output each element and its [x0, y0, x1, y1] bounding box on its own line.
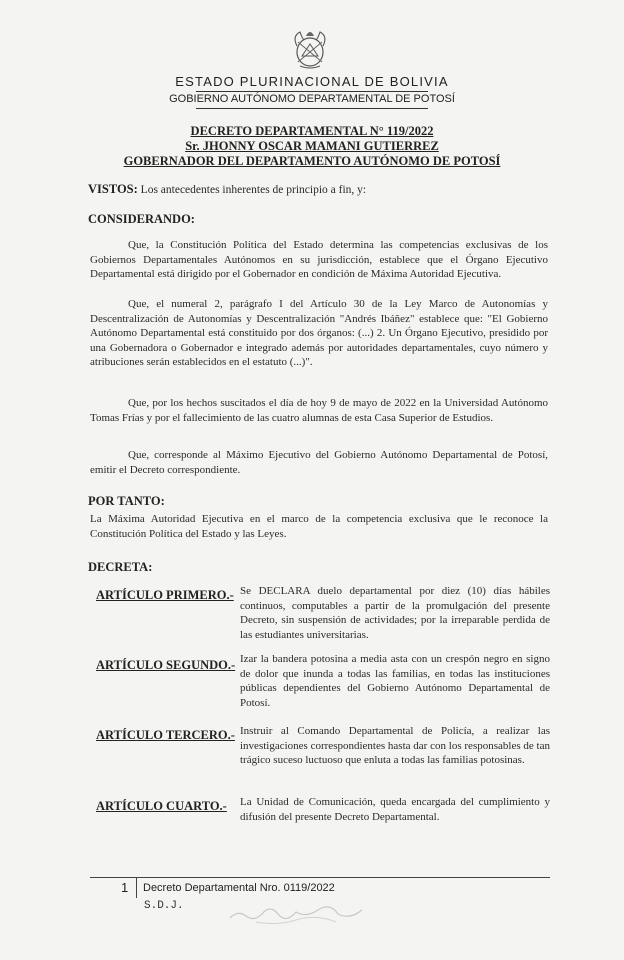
header-divider [196, 91, 428, 92]
considerando-paragraph: Que, la Constitución Política del Estado determina las competencias exclusivas de los Gobiernos Departamentales Autónomos en su jurisdicción, establece que el Órgano Ejecutivo Departamental está dirigido por el Gobernador en condición de Máxima Autoridad Ejecutiva. [90, 239, 548, 280]
por-tanto-label: POR TANTO: [88, 494, 165, 508]
signer-name: Sr. JHONNY OSCAR MAMANI GUTIERREZ [185, 139, 439, 153]
article-text: La Unidad de Comunicación, queda encargada del cumplimiento y difusión del presente Decreto Departamental. [240, 796, 550, 823]
footer-divider [90, 877, 550, 878]
vistos-text: Los antecedentes inherentes de principio a fin, y: [140, 184, 367, 196]
vistos-line [88, 182, 366, 197]
government-header: GOBIERNO AUTÓNOMO DEPARTAMENTAL DE POTOSÍ [169, 93, 455, 105]
considerando-label: CONSIDERANDO: [88, 212, 195, 226]
footer-initials: S.D.J. [144, 900, 184, 912]
article-label: ARTÍCULO PRIMERO.- [96, 588, 234, 602]
decree-number: DECRETO DEPARTAMENTAL N° 119/2022 [190, 124, 434, 138]
considerando-paragraph: Que, el numeral 2, parágrafo I del Artículo 30 de la Ley Marco de Autonomías y Descentralización de Autonomías y Descentralización "Andrés Ibáñez" establece que: "El Gobierno Autónomo Departamental está constituido por dos órganos: (...) 2. Un Órgano Ejecutivo, presidido por una Gobernadora o Gobernador e integrado además por autoridades departamentales, cuyo número y atribuciones serán establecidos en el estatuto (...)". [90, 298, 548, 368]
article-label: ARTÍCULO TERCERO.- [96, 728, 235, 742]
footer-doc-ref: Decreto Departamental Nro. 0119/2022 [143, 882, 335, 894]
header-underline [196, 108, 428, 109]
page-number: 1 [121, 880, 129, 895]
por-tanto-text: La Máxima Autoridad Ejecutiva en el marco de la competencia exclusiva que le reconoce la Constitución Política del Estado y las Leyes. [90, 513, 548, 540]
faint-signature-mark [226, 896, 376, 930]
article-text: Izar la bandera potosina a media asta con un crespón negro en signo de dolor que inunda a todas las familias, en todas las instituciones públicas dependientes del Gobierno Autónomo Departamental de Potosí. [240, 653, 550, 709]
considerando-paragraph: Que, corresponde al Máximo Ejecutivo del Gobierno Autónomo Departamental de Potosí, emitir el Decreto correspondiente. [90, 449, 548, 476]
decreta-label: DECRETA: [88, 560, 153, 574]
article-text: Se DECLARA duelo departamental por diez (10) días hábiles continuos, computables a partir de la promulgación del presente Decreto, sin suspensión de actividades; por la irreparable perdida de las estudiantes universitarias. [240, 585, 550, 641]
considerando-paragraph: Que, por los hechos suscitados el día de hoy 9 de mayo de 2022 en la Universidad Autónomo Tomas Frías y por el fallecimiento de las cuatro alumnas de esta Casa Superior de Estudios. [90, 397, 548, 424]
governor-office: GOBERNADOR DEL DEPARTAMENTO AUTÓNOMO DE POTOSÍ [123, 154, 501, 168]
article-label: ARTÍCULO CUARTO.- [96, 799, 227, 813]
coat-of-arms-icon [288, 26, 332, 70]
footer-separator [136, 878, 137, 898]
article-text: Instruir al Comando Departamental de Policía, a realizar las investigaciones correspondientes hasta dar con los responsables de tan trágico suceso luctuoso que enluta a todas las familias potosinas. [240, 725, 550, 766]
article-label: ARTÍCULO SEGUNDO.- [96, 658, 236, 672]
state-header: ESTADO PLURINACIONAL DE BOLIVIA [175, 74, 449, 89]
vistos-label: VISTOS: [88, 182, 138, 196]
